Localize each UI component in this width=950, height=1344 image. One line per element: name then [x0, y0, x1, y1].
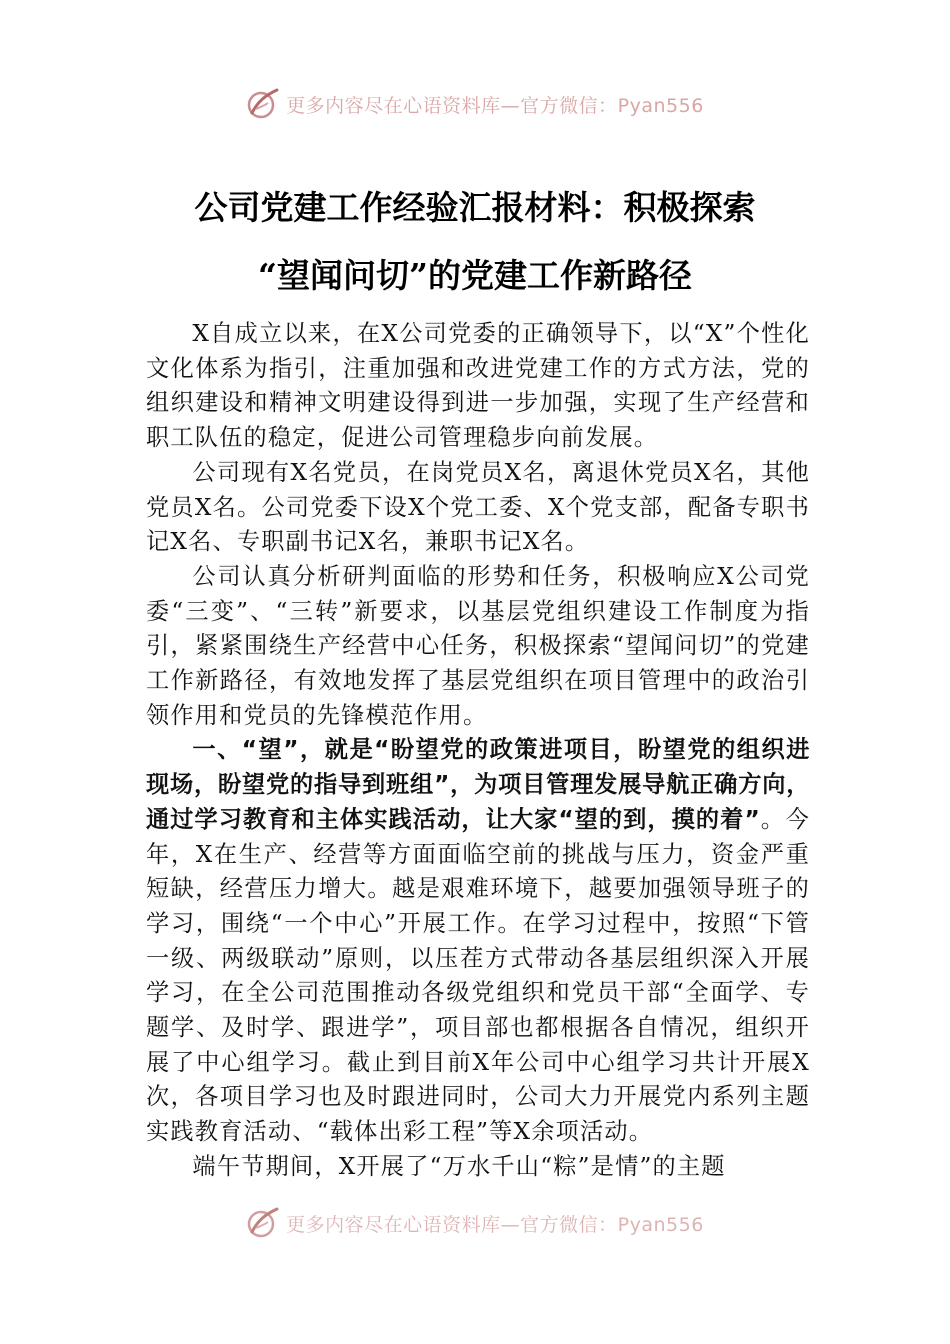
brush-logo-icon: [246, 1206, 280, 1240]
paragraph-4-body: 。今年，X在生产、经营等方面面临空前的挑战与压力，资金严重短缺，经营压力增大。越是艰难环境下，越要加强领导班子的学习，围绕“一个中心”开展工作。在学习过程中，按照“下管一级、两级联动”原则，以压茬方式带动各基层组织深入开展学习，在全公司范围推动各级党组织和党员干部“全面学、专题学、及时学、跟进学”，项目部也都根据各自情况，组织开展了中心组学习。截止到目前X年公司中心组学习共计开展X次，各项目学习也及时跟进同时，公司大力开展党内系列主题实践教育活动、“载体出彩工程”等X余项活动。: [146, 805, 810, 1146]
paragraph-1: X自成立以来，在X公司党委的正确领导下，以“X”个性化文化体系为指引，注重加强和改进党建工作的方式方法，党的组织建设和精神文明建设得到进一步加强，实现了生产经营和职工队伍的稳定，促进公司管理稳步向前发展。: [146, 320, 810, 452]
watermark-suffix: —官方微信：Pyan556: [500, 94, 704, 117]
brush-logo-icon: [246, 87, 280, 121]
watermark-header: [0, 84, 950, 124]
document-title-line-1: 公司党建工作经验汇报材料：积极探索: [194, 188, 756, 227]
watermark-suffix: —官方微信：Pyan556: [500, 1213, 704, 1236]
section-heading-wang: 一、“望”，就是“盼望党的政策进项目，盼望党的组织进现场，盼望党的指导到班组”，为项目管理发展导航正确方向，通过学习教育和主体实践活动，让大家“望的到，摸的着”: [146, 736, 810, 833]
watermark-text: 更多内容尽在心语资料库: [286, 94, 501, 117]
watermark-text: 更多内容尽在心语资料库: [286, 1213, 501, 1236]
paragraph-2: 公司现有X名党员，在岗党员X名，离退休党员X名，其他党员X名。公司党委下设X个党工委、X个党支部，配备专职书记X名、专职副书记X名，兼职书记X名。: [146, 458, 810, 556]
paragraph-5: 端午节期间，X开展了“万水千山“粽”是情”的主题: [192, 1152, 726, 1180]
document-body: [146, 317, 810, 1185]
paragraph-4: [146, 733, 810, 1149]
watermark-footer: [0, 1203, 950, 1243]
document-title-line-2: “望闻问切”的党建工作新路径: [258, 256, 692, 295]
paragraph-3: 公司认真分析研判面临的形势和任务，积极响应X公司党委“三变”、“三转”新要求，以基层党组织建设工作制度为指引，紧紧围绕生产经营中心任务，积极探索“望闻问切”的党建工作新路径，有效地发挥了基层党组织在项目管理中的政治引领作用和党员的先锋模范作用。: [146, 562, 810, 729]
